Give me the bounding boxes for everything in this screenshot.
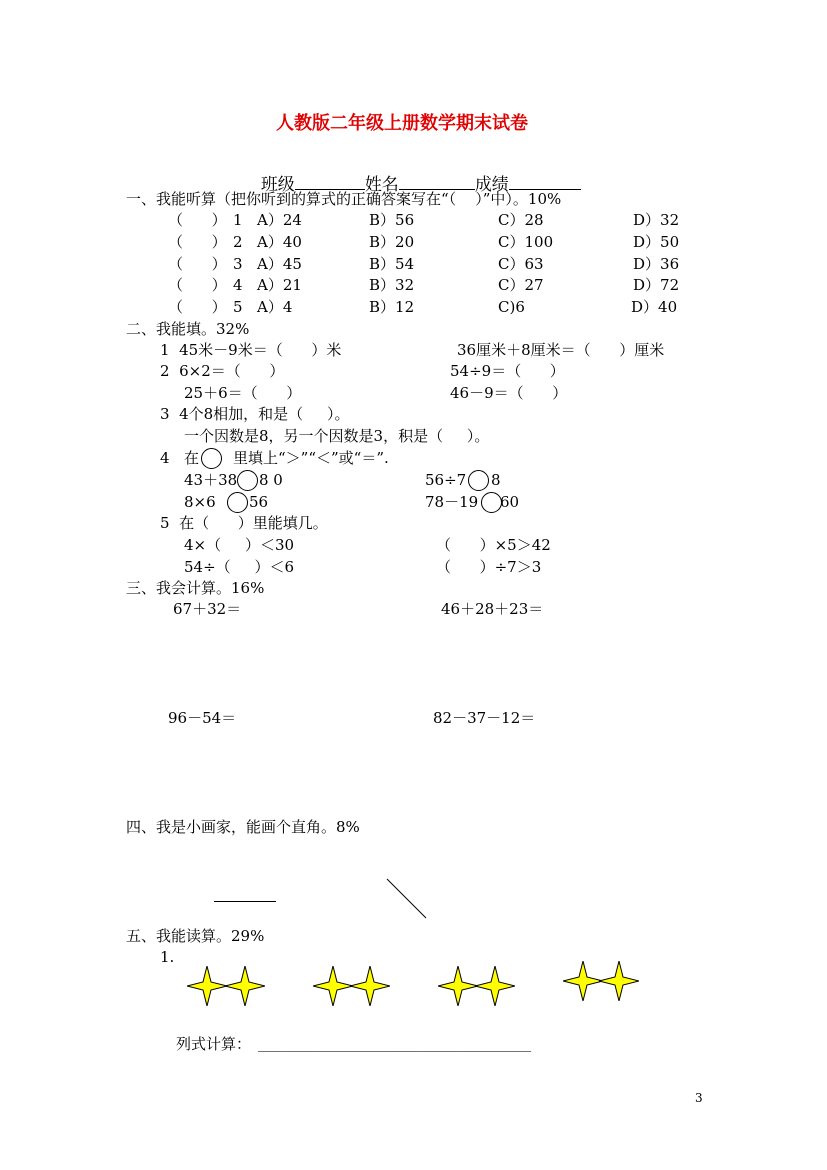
option-a: A）40 [257, 233, 302, 251]
section-4-heading: 四、我是小画家，能画个直角。8% [126, 818, 360, 836]
calc-expression-4: 82－37－12＝ [433, 709, 536, 727]
compare-4c-right: 56 [249, 493, 269, 511]
option-b: B）56 [369, 211, 415, 229]
document-title: 人教版二年级上册数学期末试卷 [276, 113, 528, 134]
fill-question-5b: （ ）×5＞42 [436, 536, 551, 554]
fill-question-5a: 4×（ ）＜30 [184, 536, 295, 554]
option-a: A）21 [257, 276, 302, 294]
option-c: C）100 [498, 233, 554, 251]
option-d: D）36 [633, 255, 680, 273]
star-icon [187, 966, 227, 1006]
section-1-heading: 一、我能听算（把你听到的算式的正确答案写在“（ ）”中）。10% [126, 190, 562, 208]
section-3-heading: 三、我会计算。16% [126, 579, 265, 597]
formula-label: 列式计算： [176, 1035, 252, 1053]
diagonal-ray-line [386, 878, 428, 920]
compare-4b-circle[interactable] [468, 470, 489, 491]
compare-4c-circle[interactable] [227, 492, 248, 513]
question-number: 1 [233, 211, 243, 229]
fill-question-4-number: 4 [160, 449, 170, 467]
option-d: D）32 [633, 211, 680, 229]
compare-4b-right: 8 [491, 471, 501, 489]
calc-expression-3: 96－54＝ [168, 709, 237, 727]
option-a: A）45 [257, 255, 302, 273]
question-number: 2 [233, 233, 243, 251]
star-icon [438, 966, 478, 1006]
page-number: 3 [695, 1091, 703, 1105]
name-label: 姓名 [364, 175, 399, 195]
horizontal-ray-line [214, 901, 276, 902]
option-c: C)6 [498, 298, 525, 316]
compare-4d-left: 78－19 [425, 493, 479, 511]
question-number: 5 [233, 298, 243, 316]
fill-question-5: 5 在（ ）里能填几。 [160, 514, 328, 532]
option-a: A）4 [257, 298, 293, 316]
option-c: C）27 [498, 276, 544, 294]
compare-4a-right: 8 0 [259, 471, 283, 489]
fill-question-3b: 一个因数是8，另一个因数是3，积是（ ）。 [184, 427, 490, 445]
comparison-circle-icon [201, 448, 222, 469]
read-question-1: 1. [160, 948, 175, 966]
section-2-heading: 二、我能填。32% [126, 320, 250, 338]
answer-paren[interactable]: （ ） [168, 233, 227, 251]
fill-question-5c: 54÷（ ）＜6 [184, 558, 295, 576]
fill-question-3a: 3 4个8相加，和是（ ）。 [160, 405, 350, 423]
star-icon [350, 966, 390, 1006]
option-b: B）32 [369, 276, 415, 294]
option-b: B）20 [369, 233, 415, 251]
compare-4c-left: 8×6 [184, 493, 216, 511]
class-blank[interactable] [295, 175, 365, 190]
option-c: C）63 [498, 255, 544, 273]
option-c: C）28 [498, 211, 544, 229]
fill-question-4-prefix: 在 [184, 449, 200, 467]
option-d: D）50 [633, 233, 680, 251]
question-number: 4 [233, 276, 243, 294]
option-a: A）24 [257, 211, 302, 229]
score-label: 成绩 [474, 175, 509, 195]
fill-question-2c: 25＋6＝（ ） [184, 384, 302, 402]
compare-4a-left: 43＋38 [184, 471, 238, 489]
fill-question-2b: 54÷9＝（ ） [450, 362, 565, 380]
star-icon [225, 966, 265, 1006]
fill-question-1a: 1 45米－9米＝（ ）米 [160, 341, 342, 359]
option-d: D）40 [631, 298, 678, 316]
fill-question-5d: （ ）÷7＞3 [436, 558, 542, 576]
class-label: 班级 [260, 175, 295, 195]
formula-answer-blank[interactable]: ________________________________ [258, 1036, 531, 1052]
fill-question-1b: 36厘米＋8厘米＝（ ）厘米 [457, 341, 665, 359]
fill-question-4-suffix: 里填上“＞”“＜”或“＝”. [233, 449, 389, 467]
section-5-heading: 五、我能读算。29% [126, 927, 265, 945]
name-blank[interactable] [399, 175, 475, 190]
star-icon [599, 961, 639, 1001]
compare-4a-circle[interactable] [237, 470, 258, 491]
star-icon [475, 966, 515, 1006]
option-d: D）72 [633, 276, 680, 294]
star-icon [563, 961, 603, 1001]
answer-paren[interactable]: （ ） [168, 255, 227, 273]
option-b: B）54 [369, 255, 415, 273]
answer-paren[interactable]: （ ） [168, 298, 227, 316]
fill-question-2d: 46－9＝（ ） [450, 384, 568, 402]
student-info-line [250, 157, 581, 194]
calc-expression-2: 46＋28＋23＝ [441, 600, 544, 618]
star-icon [313, 966, 353, 1006]
compare-4d-circle[interactable] [481, 492, 502, 513]
answer-paren[interactable]: （ ） [168, 211, 227, 229]
question-number: 3 [233, 255, 243, 273]
option-b: B）12 [369, 298, 415, 316]
answer-paren[interactable]: （ ） [168, 276, 227, 294]
fill-question-2a: 2 6×2＝（ ） [160, 362, 285, 380]
calc-expression-1: 67＋32＝ [173, 600, 242, 618]
score-blank[interactable] [509, 175, 581, 190]
compare-4b-left: 56÷7 [425, 471, 467, 489]
compare-4d-right: 60 [500, 493, 520, 511]
